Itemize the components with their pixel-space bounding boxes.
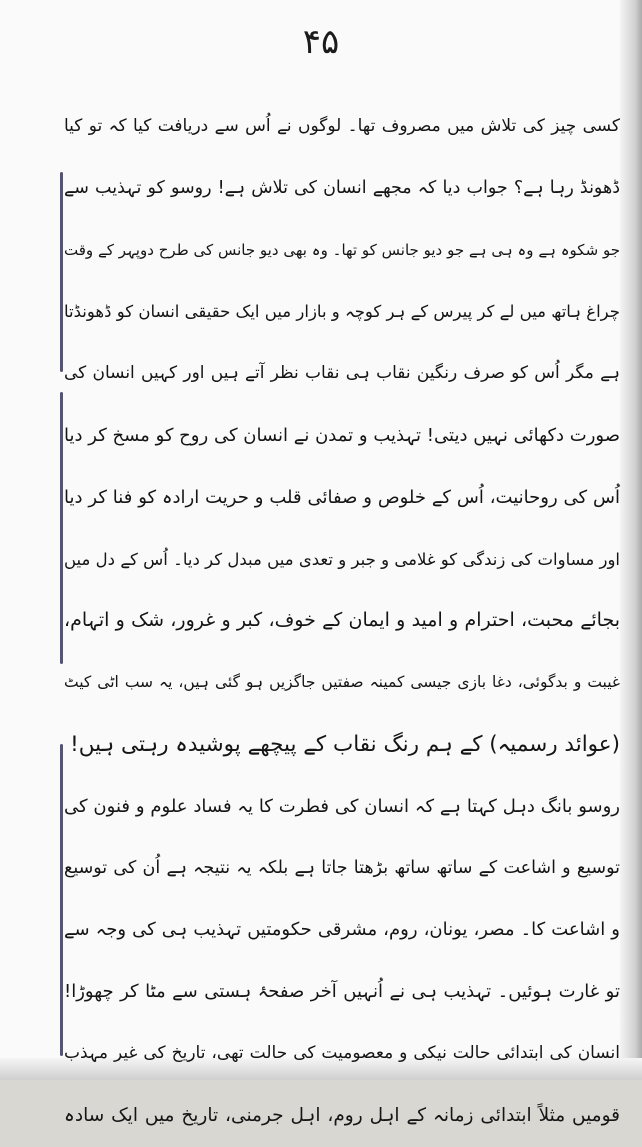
- page-body-text: [64, 96, 620, 1147]
- text-line: جو شکوہ ہے وہ ہی ہے جو دیو جانس کو تھا۔ وہ بھی دیو جانس کی طرح دوپہر کے وقت: [64, 240, 620, 259]
- text-line: و اشاعت کا۔ مصر، یونان، روم، مشرقی حکومتیں تہذیب ہی کی وجہ سے: [64, 919, 620, 941]
- margin-annotation-line: [60, 744, 63, 1056]
- margin-annotation-line: [60, 172, 63, 372]
- text-line: بجائے محبت، احترام و امید و ایمان کے خوف، کبر و غرور، شک و اتہام،: [64, 609, 620, 632]
- text-line: (عوائد رسمیہ) کے ہم رنگ نقاب کے پیچھے پوشیدہ رہتی ہیں!: [70, 731, 620, 757]
- text-line: قومیں مثلاً ابتدائی زمانہ کے اہل روم، اہل جرمنی، تاریخ میں ایک سادہ: [64, 1104, 620, 1126]
- text-line: ہے مگر اُس کو صرف رنگین نقاب ہی نقاب نظر آتے ہیں اور کہیں انسان کی: [64, 363, 620, 384]
- text-line: اُس کی روحانیت، اُس کے خلوص و صفائی قلب و حریت ارادہ کو فنا کر دیا: [64, 486, 620, 508]
- text-line: روسو بانگ دہل کہتا ہے کہ انسان کی فطرت کا یہ فساد علوم و فنون کی: [64, 795, 620, 817]
- text-line: ڈھونڈ رہا ہے؟ جواب دیا کہ مجھے انسان کی تلاش ہے! روسو کو تہذیب سے: [64, 177, 620, 198]
- margin-annotation-line: [60, 392, 63, 664]
- text-line: غیبت و بدگوئی، دغا بازی جیسی کمینہ صفتیں جاگزیں ہو گئی ہیں، یہ سب اٹی کیٹ: [64, 673, 620, 692]
- text-line: چراغ ہاتھ میں لے کر پیرس کے ہر کوچہ و بازار میں ایک حقیقی انسان کو ڈھونڈتا: [64, 302, 620, 322]
- text-line: انسان کی ابتدائی حالت نیکی و معصومیت کی حالت تھی، تاریخ کی غیر مہذب: [64, 1042, 620, 1063]
- text-line: صورت دکھائی نہیں دیتی! تہذیب و تمدن نے انسان کی روح کو مسخ کر دیا: [64, 424, 620, 446]
- text-line: تو غارت ہوئیں۔ تہذیب ہی نے اُنہیں آخر صفحۂ ہستی سے مٹا کر چھوڑا!: [64, 981, 620, 1003]
- book-spine-shadow: [620, 0, 642, 1080]
- page-number: ۴۵: [302, 22, 340, 62]
- text-line: توسیع و اشاعت کے ساتھ ساتھ بڑھتا جاتا ہے بلکہ یہ نتیجہ ہے اُن کی توسیع: [64, 857, 620, 878]
- text-line: اور مساوات کی زندگی کو غلامی و جبر و تعدی میں مبدل کر دیا۔ اُس کے دل میں: [64, 549, 620, 569]
- text-line: کسی چیز کی تلاش میں مصروف تھا۔ لوگوں نے اُس سے دریافت کیا کہ تو کیا: [64, 116, 620, 136]
